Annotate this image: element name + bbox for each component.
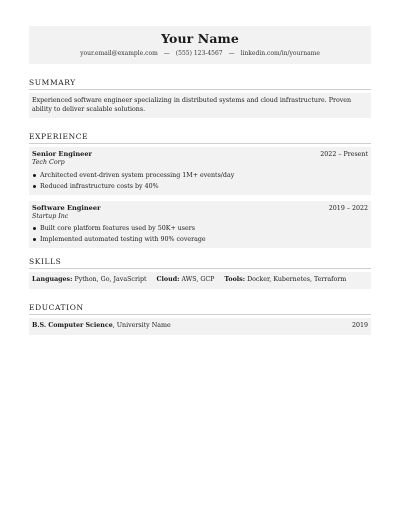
resume-header (29, 26, 371, 64)
contact-separator: — (163, 50, 170, 57)
list-item (32, 170, 368, 181)
skill-group (32, 275, 147, 285)
section-divider (29, 89, 371, 90)
skill-value: Python, Go, JavaScript (74, 276, 147, 283)
section-title-summary: SUMMARY (29, 78, 76, 87)
job-entry (29, 201, 371, 249)
phone-text: (555) 123-4567 (175, 50, 223, 57)
job-header (32, 204, 368, 213)
bullet-text: Implemented automated testing with 90% coverage (40, 236, 206, 243)
contact-line (29, 49, 371, 58)
education-entry (32, 321, 171, 331)
skill-value: Docker, Kubernetes, Terraform (247, 276, 347, 283)
education-box (29, 318, 371, 335)
contact-separator: — (228, 50, 235, 57)
job-title: Senior Engineer (32, 150, 93, 158)
email-text: your.email@example.com (80, 50, 158, 57)
job-bullets (32, 223, 368, 245)
skill-label: Cloud: (156, 276, 180, 283)
education-year: 2019 (351, 322, 368, 329)
section-title-experience: EXPERIENCE (29, 132, 89, 141)
skill-group (224, 275, 346, 285)
bullet-icon (33, 227, 36, 230)
bullet-text: Reduced infrastructure costs by 40% (40, 182, 159, 190)
section-divider (29, 314, 371, 315)
section-divider (29, 143, 371, 144)
skill-label: Languages: (32, 276, 73, 283)
job-company: Startup Inc (32, 212, 69, 220)
skill-group (157, 275, 215, 285)
list-item (32, 223, 368, 234)
job-dates: 2019 – 2022 (328, 204, 368, 212)
bullet-icon (33, 174, 36, 177)
section-title-skills: SKILLS (29, 257, 62, 266)
job-title: Software Engineer (32, 203, 101, 212)
job-header (32, 150, 368, 159)
skill-value: AWS, GCP (181, 276, 215, 283)
summary-text: Experienced software engineer specializing in distributed systems and cloud infrastructure. Proven ability to deliver scalable solutions. (32, 97, 352, 113)
school-text: , University Name (112, 322, 171, 329)
section-divider (29, 268, 371, 269)
list-item (32, 181, 368, 192)
summary-box (29, 93, 371, 118)
job-company: Tech Corp (32, 159, 65, 166)
job-dates: 2022 – Present (320, 151, 368, 158)
job-entry (29, 147, 371, 195)
bullet-icon (33, 238, 36, 241)
degree-text: B.S. Computer Science (32, 322, 113, 329)
skill-label: Tools: (224, 276, 246, 283)
bullet-icon (33, 185, 36, 188)
bullet-text: Built core platform features used by 50K+ users (40, 225, 195, 232)
list-item (32, 234, 368, 245)
skills-box (29, 272, 371, 289)
section-title-education: EDUCATION (29, 303, 84, 312)
job-bullets (32, 170, 368, 192)
bullet-text: Architected event-driven system processing 1M+ events/day (40, 171, 235, 179)
linkedin-text: linkedin.com/in/yourname (240, 50, 320, 57)
candidate-name: Your Name (161, 31, 239, 46)
